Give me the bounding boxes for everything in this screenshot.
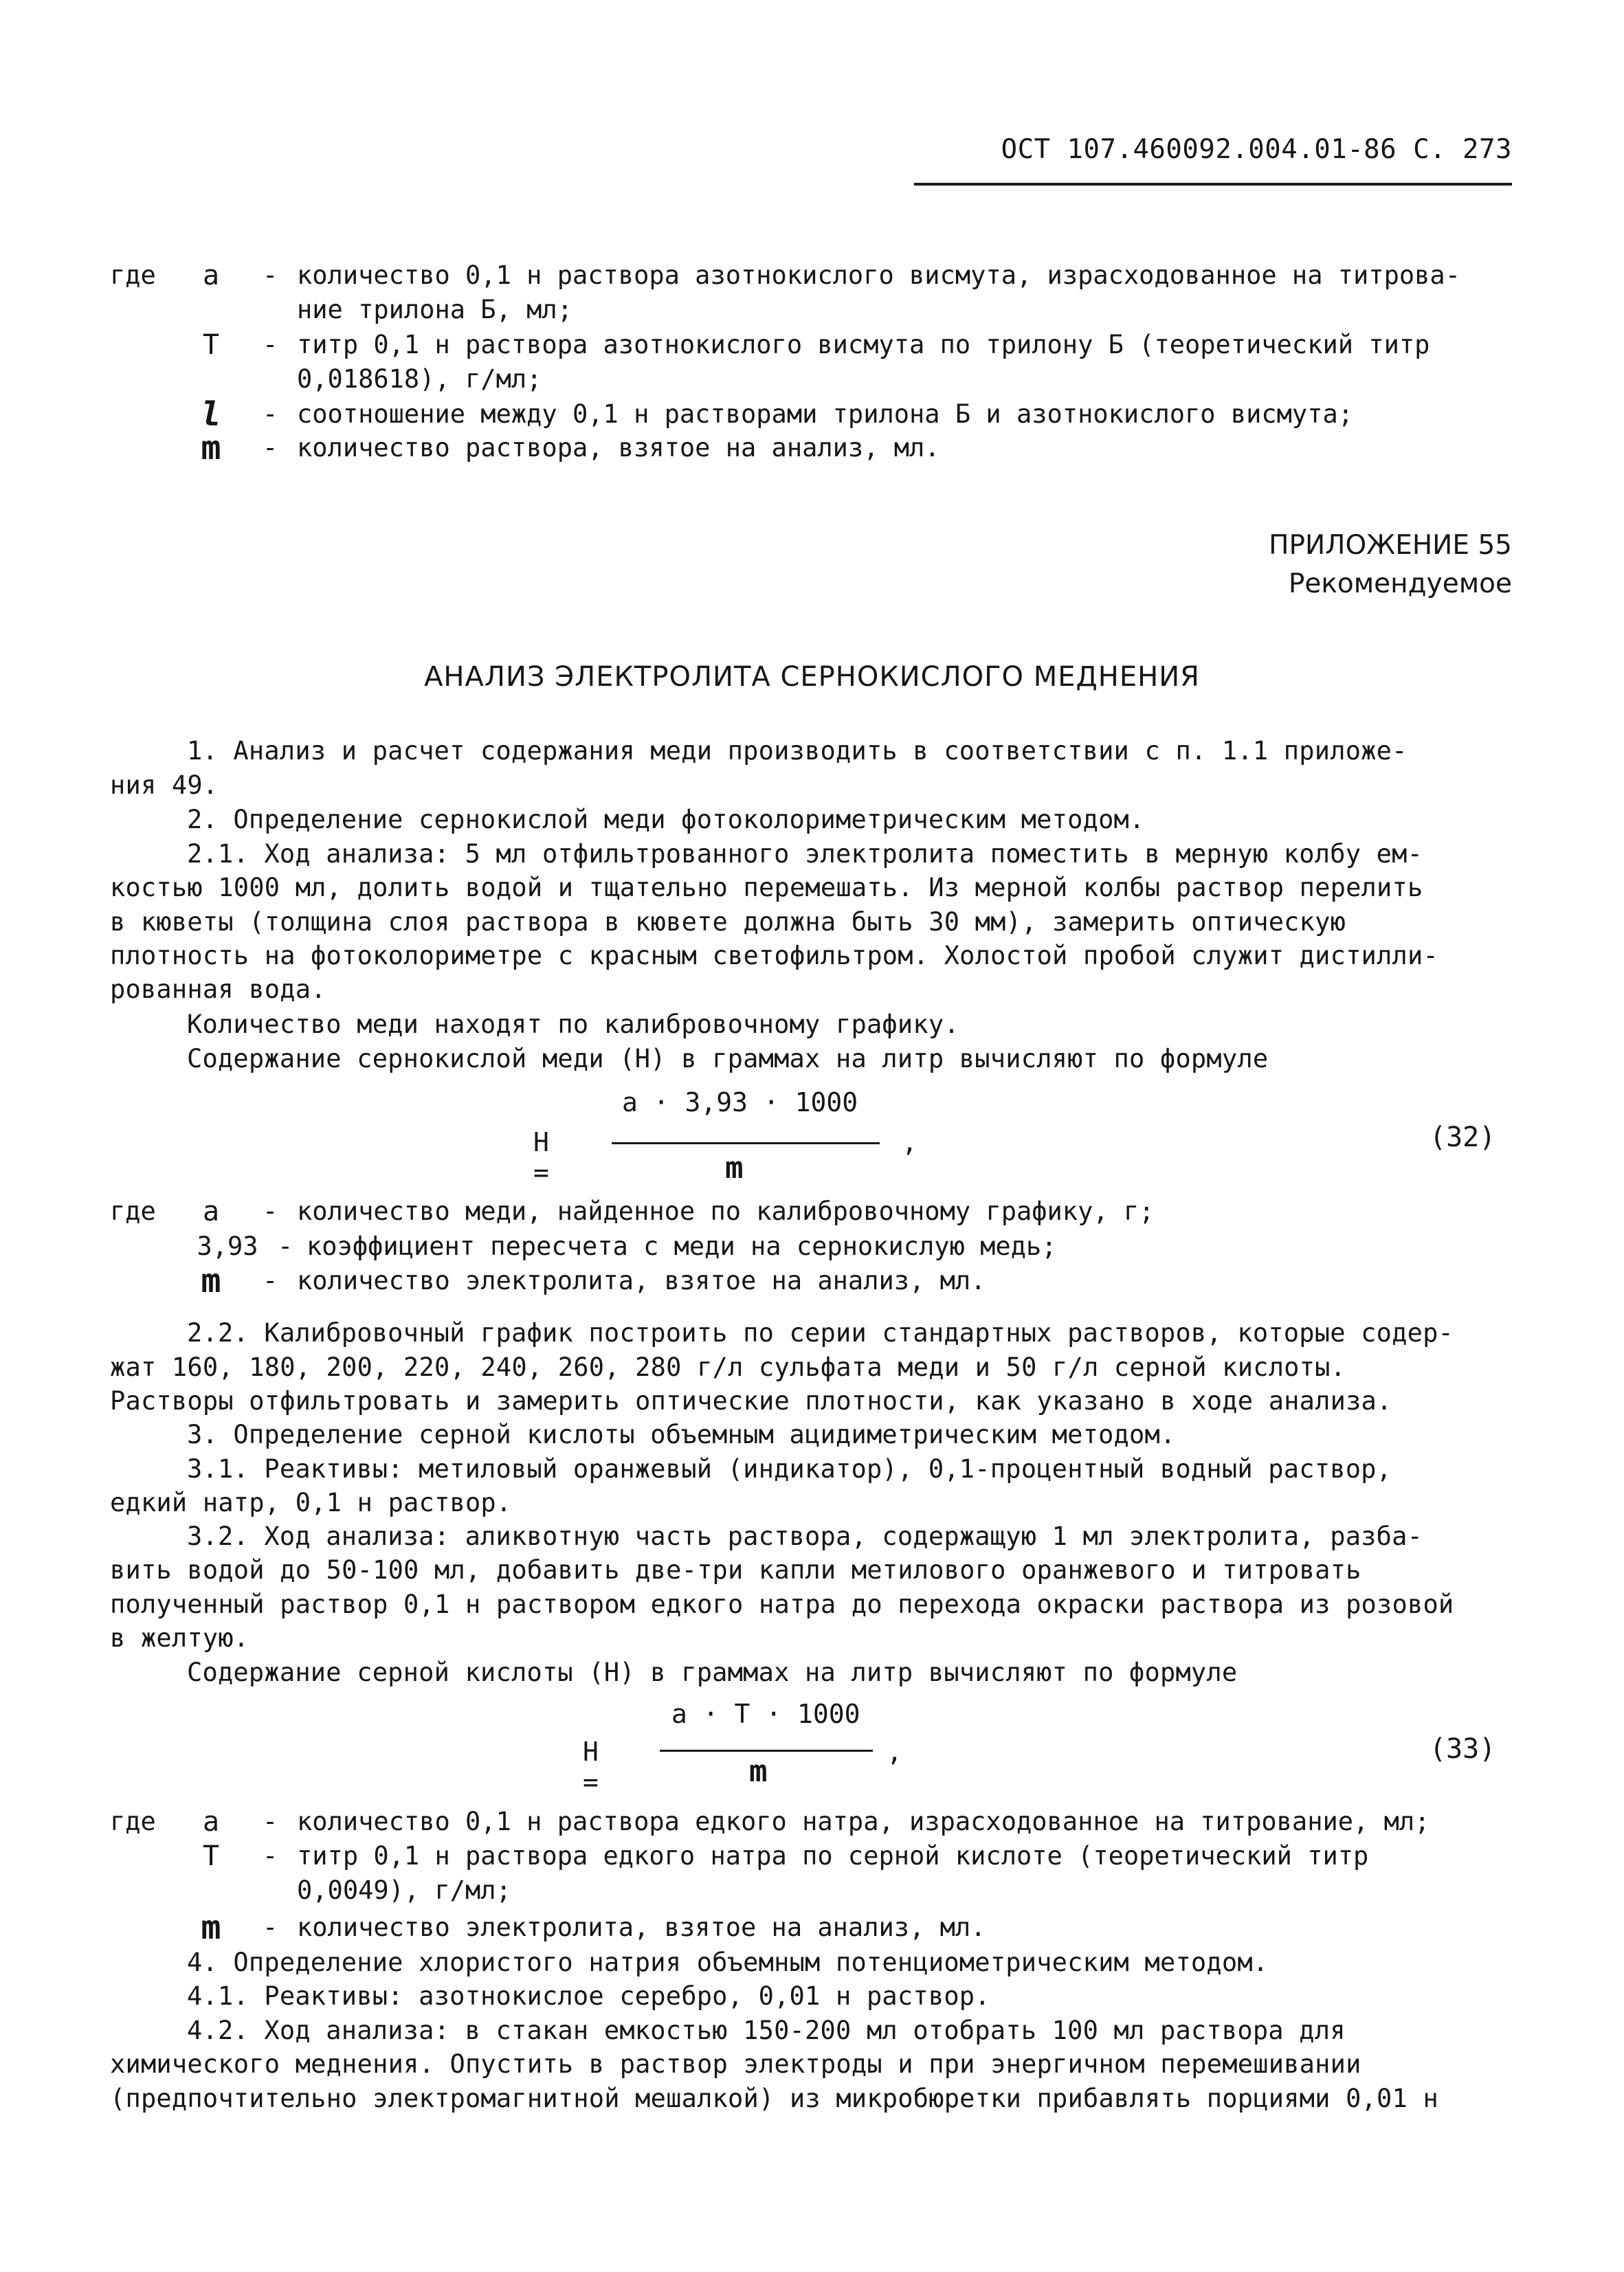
legend-dash: - [263,330,278,359]
legend-symbol: а [202,1196,220,1227]
legend-dash: - [263,399,278,429]
annex-number: ПРИЛОЖЕНИЕ 55 [1269,530,1512,561]
legend-symbol: Т [202,329,220,361]
formula-comma: , [902,1127,917,1157]
equation-number: (32) [1430,1122,1496,1153]
annex-status: Рекомендуемое [1288,568,1512,599]
paragraph-line: 2.1. Ход анализа: 5 мл отфильтрованного электролита поместить в мерную колбу ем- [187,839,1423,869]
fraction-bar [612,1142,880,1144]
legend-symbol: Т [202,1840,220,1872]
legend-symbol: l [201,395,221,434]
paragraph-line: едкий натр, 0,1 н раствор. [110,1488,512,1517]
legend-dash: - [263,433,278,463]
legend-dash: - [263,1196,278,1226]
legend-dash: - [263,1841,278,1871]
legend-definition: титр 0,1 н раствора едкого натра по серной кислоте (теоретический титр [297,1841,1369,1871]
legend-definition: коэффициент пересчета с меди на сернокислую медь; [307,1232,1057,1261]
paragraph-line: Растворы отфильтровать и замерить оптические плотности, как указано в ходе анализа. [110,1386,1392,1416]
paragraph-line: 4.2. Ход анализа: в стакан емкостью 150-200 мл отобрать 100 мл раствора для [187,2016,1346,2045]
paragraph-line: рованная вода. [110,974,326,1004]
section-title: АНАЛИЗ ЭЛЕКТРОЛИТА СЕРНОКИСЛОГО МЕДНЕНИЯ [424,661,1200,693]
legend-lead: где [110,260,156,290]
legend-dash: - [263,1807,278,1836]
paragraph-line: 3.2. Ход анализа: аликвотную часть раствора, содержащую 1 мл электролита, разба- [187,1522,1423,1551]
paragraph-line: 4. Определение хлористого натрия объемным потенциометрическим методом. [187,1948,1269,1977]
formula-numerator: а · 3,93 · 1000 [622,1087,858,1117]
legend-definition-cont: 0,0049), г/мл; [297,1875,511,1905]
legend-dash: - [263,1266,278,1295]
legend-definition: количество электролита, взятое на анализ, мл. [297,1913,986,1942]
legend-symbol: 3,93 [197,1232,258,1261]
formula-denominator: m [749,1754,768,1789]
equation-number: (33) [1430,1733,1496,1765]
paragraph-line: вить водой до 50-100 мл, добавить две-три капли метилового оранжевого и титровать [110,1555,1361,1585]
paragraph-line: 3. Определение серной кислоты объемным ацидиметрическим методом. [187,1420,1176,1449]
paragraph-line: 1. Анализ и расчет содержания меди производить в соответствии с п. 1.1 приложе- [187,736,1408,766]
paragraph-line: 2. Определение сернокислой меди фотоколориметрическим методом. [187,805,1145,834]
legend-definition: количество раствора, взятое на анализ, мл. [297,433,940,463]
paragraph-line: Содержание серной кислоты (Н) в граммах на литр вычисляют по формуле [187,1658,1238,1687]
legend-symbol: m [201,429,221,467]
formula-lhs: Н = [533,1127,549,1188]
legend-definition: количество 0,1 н раствора азотнокислого висмута, израсходованное на титрова- [297,260,1460,290]
paragraph-line: в желтую. [110,1623,249,1653]
paragraph-line: 2.2. Калибровочный график построить по серии стандартных растворов, которые содер- [187,1318,1454,1348]
paragraph-line: Содержание сернокислой меди (Н) в граммах на литр вычисляют по формуле [187,1044,1269,1073]
paragraph-line: 4.1. Реактивы: азотнокислое серебро, 0,01 н раствор. [187,1981,990,2011]
legend-definition-cont: 0,018618), г/мл; [297,364,542,394]
paragraph-line: жат 160, 180, 200, 220, 240, 260, 280 г/л сульфата меди и 50 г/л серной кислоты. [110,1352,1346,1382]
page-header: ОСТ 107.460092.004.01-86 С. 273 [1001,134,1512,165]
paragraph-line: ния 49. [110,770,219,800]
paragraph-line: костью 1000 мл, долить водой и тщательно перемешать. Из мерной колбы раствор перелить [110,873,1423,902]
legend-lead: где [110,1807,156,1836]
legend-symbol: а [202,1806,220,1838]
paragraph-line: 3.1. Реактивы: метиловый оранжевый (индикатор), 0,1-процентный водный раствор, [187,1454,1392,1484]
paragraph-line: (предпочтительно электромагнитной мешалкой) из микробюретки прибавлять порциями 0,01 н [110,2084,1438,2113]
formula-denominator: m [725,1150,744,1185]
header-rule [914,183,1512,186]
formula-numerator: а · Т · 1000 [671,1699,860,1729]
legend-definition: количество меди, найденное по калибровочному графику, г; [297,1196,1155,1226]
legend-lead: где [110,1196,156,1226]
fraction-bar [660,1750,873,1752]
paragraph-line: полученный раствор 0,1 н раствором едкого натра до перехода окраски раствора из розовой [110,1590,1454,1619]
legend-symbol: m [201,1262,221,1300]
legend-definition: титр 0,1 н раствора азотнокислого висмута по трилону Б (теоретический титр [297,330,1430,359]
legend-symbol: m [201,1908,221,1947]
paragraph-line: химического меднения. Опустить в раствор электроды и при энергичном перемешивании [110,2049,1361,2079]
paragraph-line: плотность на фотоколориметре с красным светофильтром. Холостой пробой служит дистилли- [110,941,1438,970]
formula-lhs: Н = [583,1737,599,1797]
formula-comma: , [887,1737,902,1767]
legend-dash: - [263,260,278,290]
legend-dash: - [263,1913,278,1942]
paragraph-line: Количество меди находят по калибровочному графику. [187,1010,959,1039]
legend-dash: - [278,1232,293,1261]
legend-symbol: а [202,260,220,291]
paragraph-line: в кюветы (толщина слоя раствора в кювете должна быть 30 мм), замерить оптическую [110,907,1346,937]
legend-definition: соотношение между 0,1 н растворами трилона Б и азотнокислого висмута; [297,399,1354,429]
legend-definition: количество электролита, взятое на анализ, мл. [297,1266,986,1295]
legend-definition-cont: ние трилона Б, мл; [297,295,572,324]
legend-definition: количество 0,1 н раствора едкого натра, израсходованное на титрование, мл; [297,1807,1430,1836]
